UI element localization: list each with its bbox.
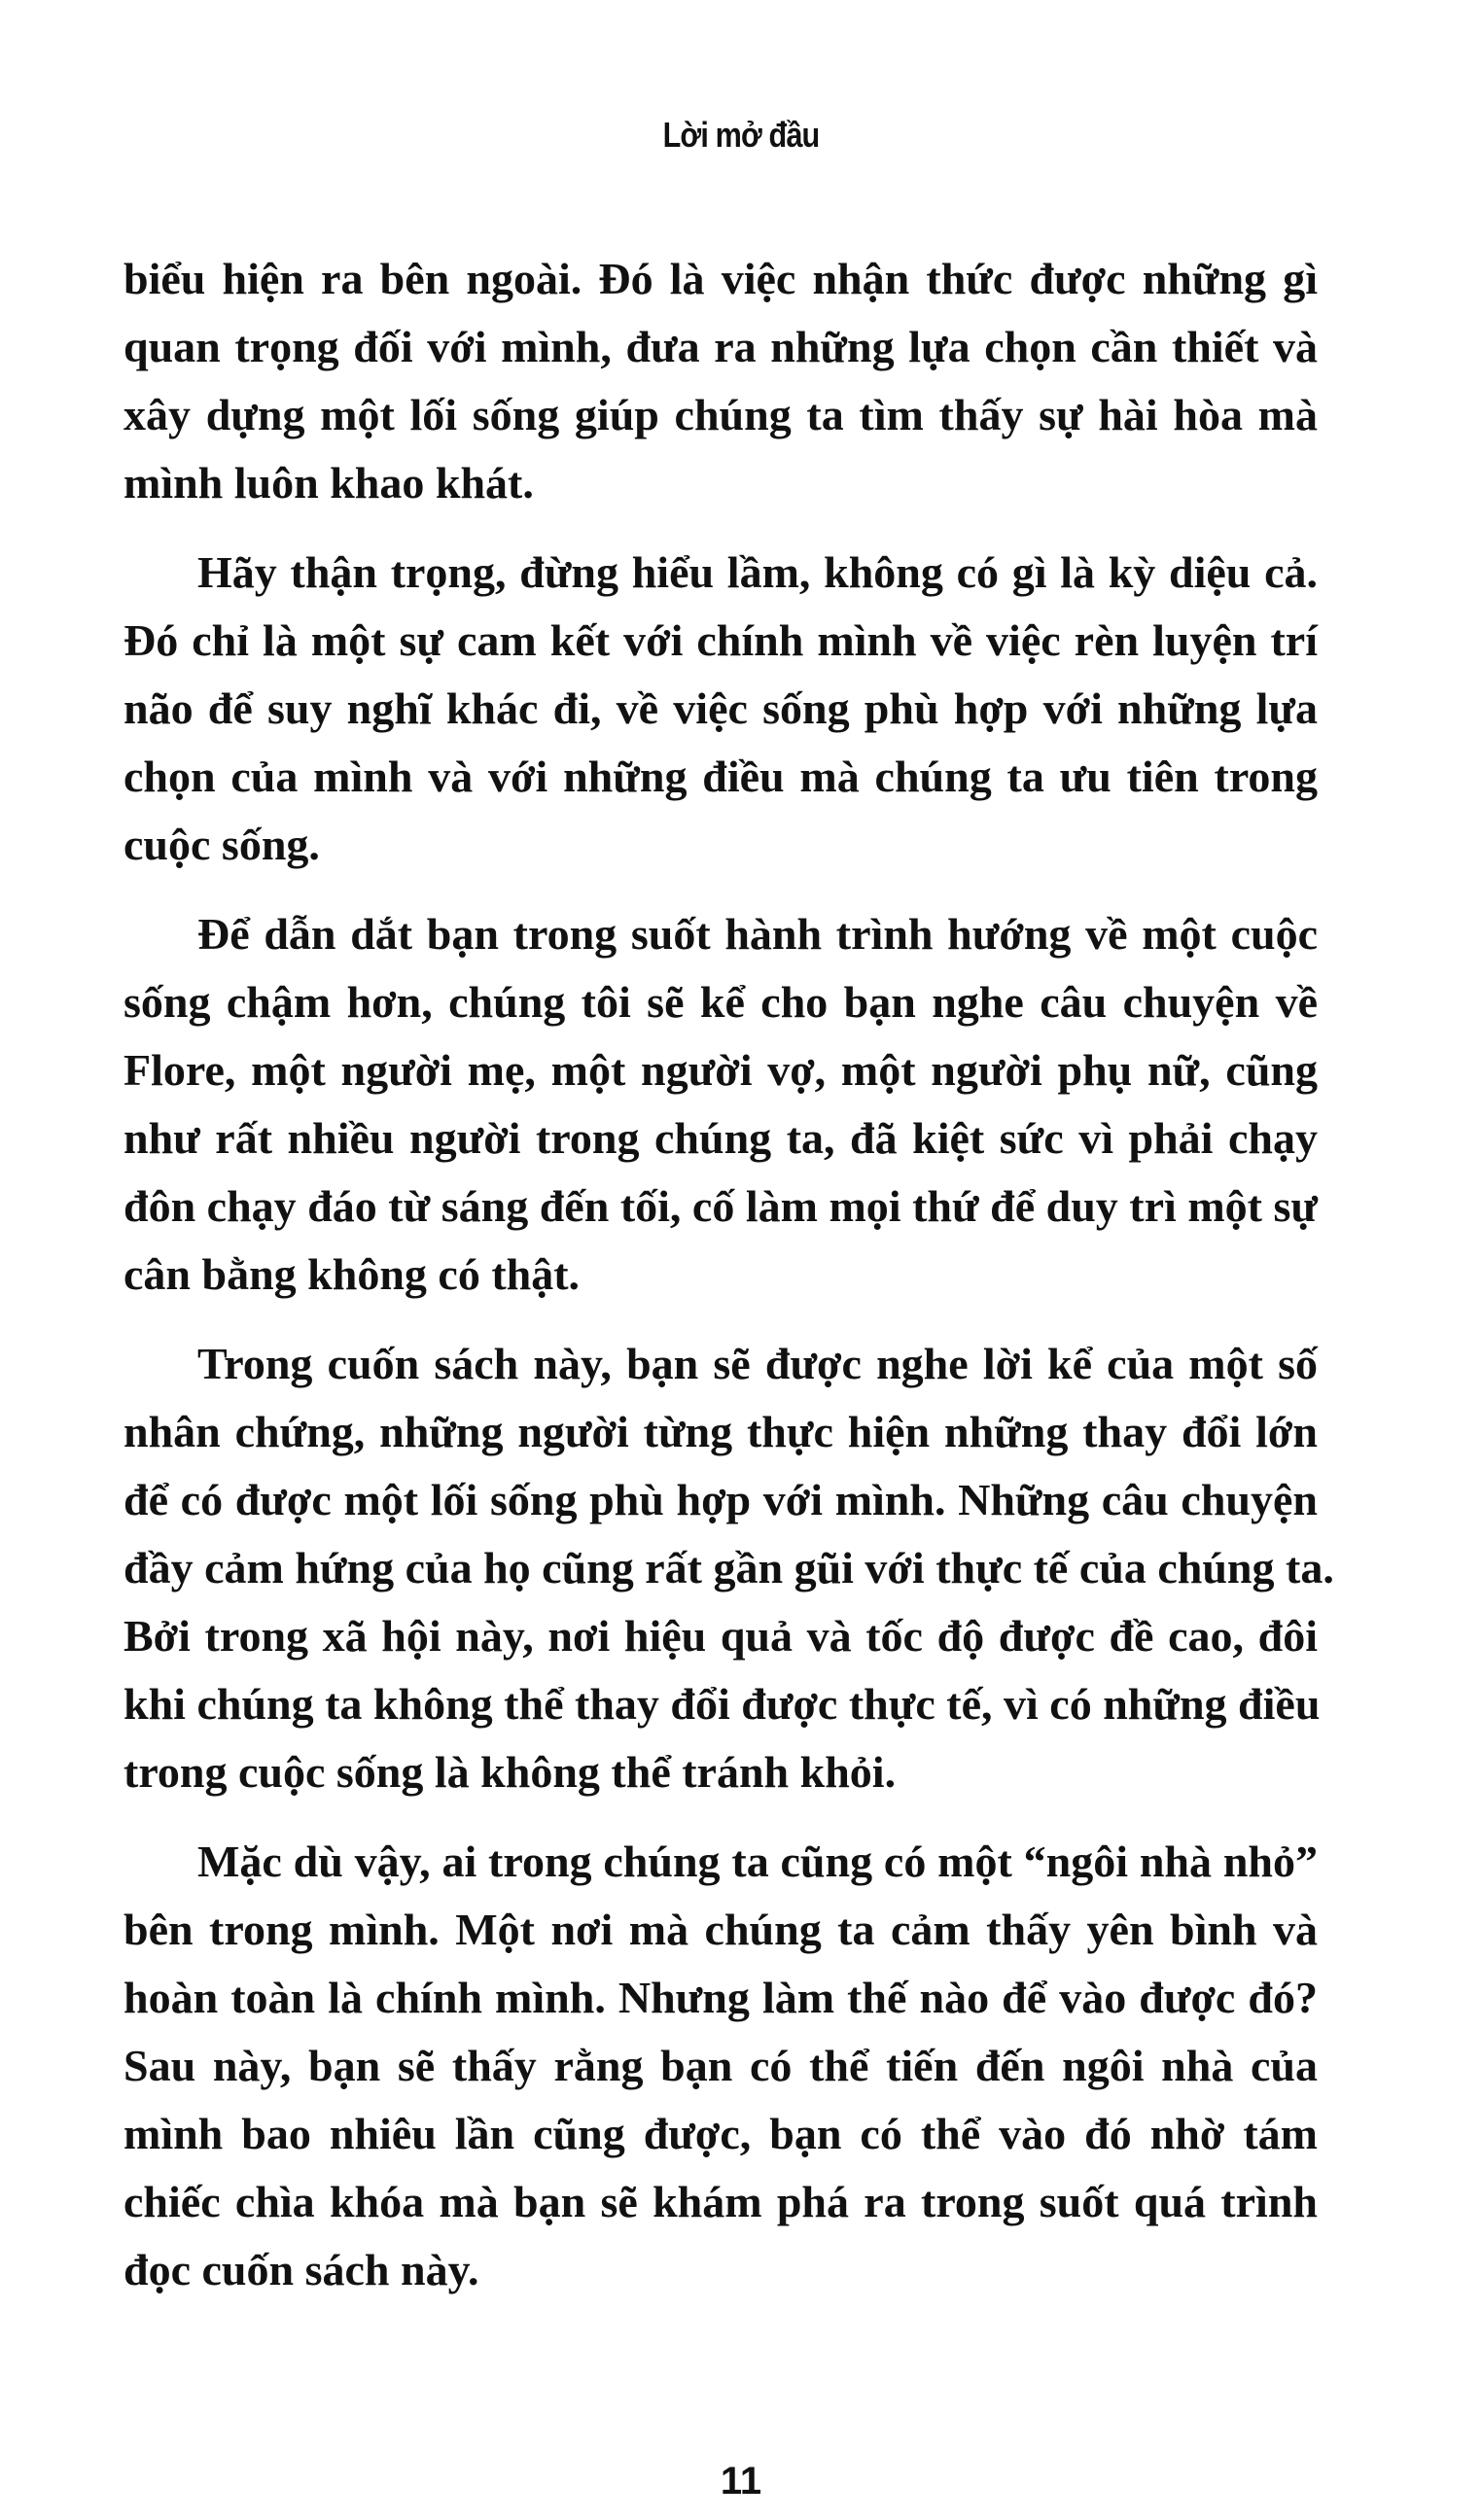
paragraph	[124, 245, 1318, 517]
text-line: Để dẫn dắt bạn trong suốt hành trình hướng về một cuộc	[197, 909, 1318, 959]
text-line: nhân chứng, những người từng thực hiện những thay đổi lớn	[124, 1407, 1318, 1456]
text-line: bên trong mình. Một nơi mà chúng ta cảm thấy yên bình và	[124, 1905, 1318, 1954]
text-line: đôn chạy đáo từ sáng đến tối, cố làm mọi thứ để duy trì một sự	[124, 1181, 1318, 1231]
text-line: Bởi trong xã hội này, nơi hiệu quả và tốc độ được đề cao, đôi	[124, 1611, 1318, 1661]
text-line: Trong cuốn sách này, bạn sẽ được nghe lời kể của một số	[197, 1339, 1318, 1388]
text-line: trong cuộc sống là không thể tránh khỏi.	[124, 1747, 897, 1797]
page-number: 11	[720, 2460, 762, 2502]
text-line: sống chậm hơn, chúng tôi sẽ kể cho bạn nghe câu chuyện về	[124, 977, 1318, 1027]
body-text	[124, 245, 1334, 2326]
paragraph	[124, 539, 1318, 879]
text-line: như rất nhiều người trong chúng ta, đã kiệt sức vì phải chạy	[124, 1113, 1318, 1163]
text-line: cân bằng không có thật.	[124, 1249, 581, 1299]
text-line: đầy cảm hứng của họ cũng rất gần gũi với thực tế của chúng ta.	[124, 1543, 1334, 1592]
running-header: Lời mở đầu	[662, 115, 820, 155]
text-line: đọc cuốn sách này.	[124, 2245, 479, 2294]
text-line: quan trọng đối với mình, đưa ra những lựa chọn cần thiết và	[124, 322, 1318, 371]
paragraph	[124, 900, 1318, 1309]
text-line: Hãy thận trọng, đừng hiểu lầm, không có gì là kỳ diệu cả.	[197, 547, 1318, 597]
paragraph	[124, 1828, 1318, 2304]
text-line: xây dựng một lối sống giúp chúng ta tìm thấy sự hài hòa mà	[124, 390, 1318, 439]
text-line: để có được một lối sống phù hợp với mình. Những câu chuyện	[124, 1475, 1318, 1524]
text-line: Đó chỉ là một sự cam kết với chính mình về việc rèn luyện trí	[124, 615, 1318, 665]
text-line: não để suy nghĩ khác đi, về việc sống phù hợp với những lựa	[124, 683, 1318, 733]
text-line: khi chúng ta không thể thay đổi được thực tế, vì có những điều	[124, 1679, 1321, 1729]
text-line: mình luôn khao khát.	[124, 458, 534, 508]
text-line: chọn của mình và với những điều mà chúng ta ưu tiên trong	[124, 752, 1318, 801]
paragraph	[124, 1330, 1334, 1806]
text-line: chiếc chìa khóa mà bạn sẽ khám phá ra trong suốt quá trình	[124, 2177, 1318, 2226]
text-line: Sau này, bạn sẽ thấy rằng bạn có thể tiến đến ngôi nhà của	[124, 2041, 1318, 2090]
text-line: cuộc sống.	[124, 820, 320, 869]
text-line: biểu hiện ra bên ngoài. Đó là việc nhận thức được những gì	[124, 254, 1318, 303]
text-line: Mặc dù vậy, ai trong chúng ta cũng có một “ngôi nhà nhỏ”	[197, 1837, 1318, 1886]
text-line: mình bao nhiêu lần cũng được, bạn có thể vào đó nhờ tám	[124, 2109, 1318, 2158]
text-line: hoàn toàn là chính mình. Nhưng làm thế nào để vào được đó?	[124, 1973, 1318, 2022]
text-line: Flore, một người mẹ, một người vợ, một người phụ nữ, cũng	[124, 1045, 1318, 1095]
